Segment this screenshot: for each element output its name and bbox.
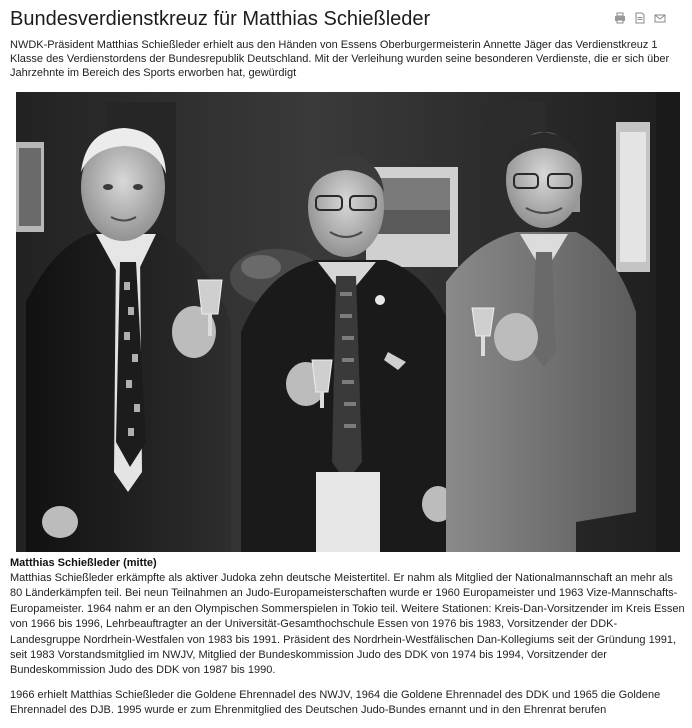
print-icon[interactable]	[614, 12, 626, 24]
intro-paragraph: NWDK-Präsident Matthias Schießleder erhielt aus den Händen von Essens Oberburgermeisterin Annette Jäger das Verdienstkreuz 1 Klasse des Verdienstordens der Bundesrepublik Deutschland. Mit der Verleihung wurden seine besonderen Verdienste, die er sich über Jahrzehnte im Bereich des Sports erworben hat, gewürdigt	[10, 39, 670, 79]
pdf-icon[interactable]	[634, 12, 646, 24]
photo-caption-title: Matthias Schießleder (mitte)	[10, 557, 157, 569]
page-title: Bundesverdienstkreuz für Matthias Schießleder	[10, 8, 431, 30]
award-photo	[16, 92, 680, 552]
article-header	[10, 6, 682, 34]
closing-paragraph: 1966 erhielt Matthias Schießleder die Goldene Ehrennadel des NWJV, 1964 die Goldene Ehrennadel des DDK und 1965 die Goldene Ehrennadel des DJB. 1995 wurde er zum Ehrenmitglied des Deutschen Judo-Bundes ernannt und in den Ehrenrat berufen	[10, 689, 661, 717]
article-toolbar	[614, 12, 666, 24]
photo-illustration	[16, 92, 680, 552]
email-icon[interactable]	[654, 12, 666, 24]
photo-caption-body: Matthias Schießleder erkämpfte als aktiver Judoka zehn deutsche Meistertitel. Er nahm als Mitglied der Nationalmannschaft an mehr als 80 Länderkämpfen teil. Bei neun Teilnahmen an Judo-Europameisterschaften wurde er 1960 Europameister und 1963 Vize-Mannschafts-Europameister. 1964 nahm er an den Olympischen Sommerspielen in Tokio teil. Weitere Stationen: Kreis-Dan-Vorsitzender im Kreis Essen von 1966 bis 1996, Lehrbeauftragter an der Universität-Gesamthochschule Essen von 1976 bis 1983, Vorsitzender der DDK-Landesgruppe Nordrhein-Westfalen von 1983 bis 1991. Präsident des Nordrhein-Westfälischen Dan-Kollegiums seit der Gründung 1991, seit 1983 Vorstandsmitglied im NWJV, Mitglied der Bundeskommission Judo des DDK von 1974 bis 1994, Vorsitzender der Bundeskommission Judo des DDK von 1987 bis 1990.	[10, 572, 685, 677]
